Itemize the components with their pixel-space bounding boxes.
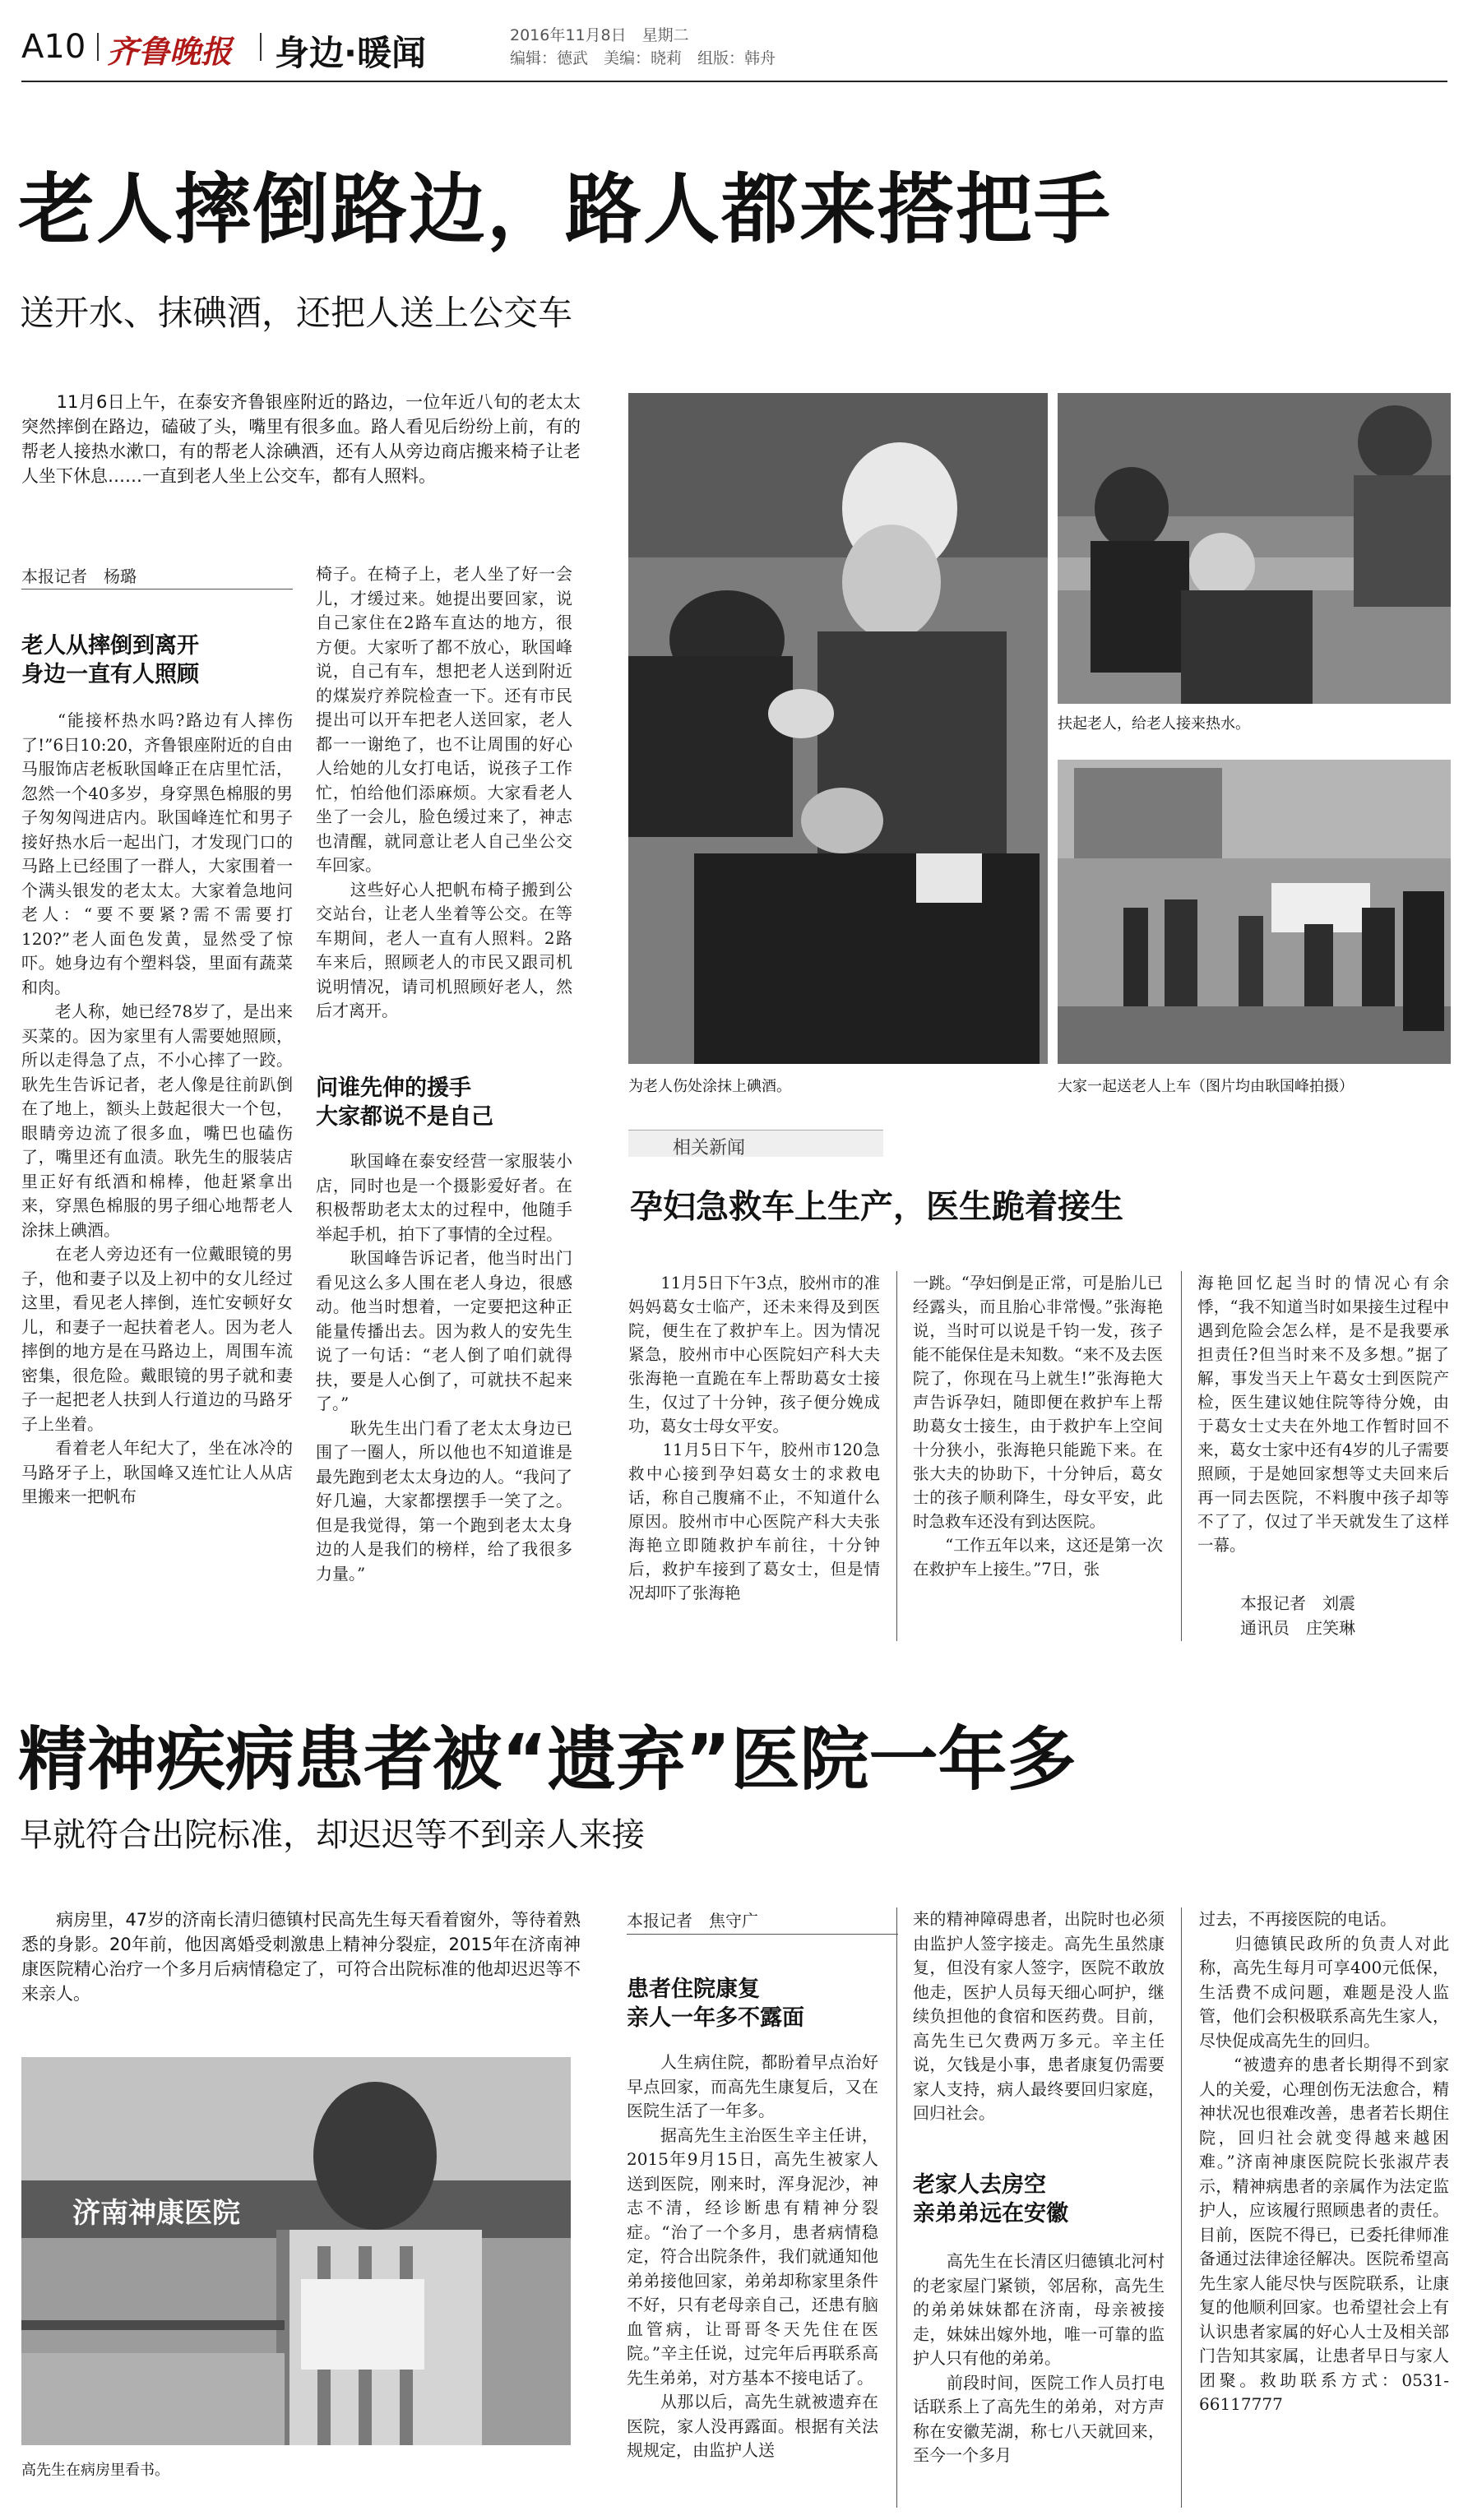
story1-caption-bottom-right: 大家一起送老人上车（图片均由耿国峰拍摄） bbox=[1058, 1078, 1354, 1095]
related-news-label-box bbox=[628, 1130, 883, 1157]
story2-headline-pre: 精神疾病患者被 bbox=[18, 1719, 502, 1800]
staff-credits: 编辑：德武 美编：晓莉 组版：韩舟 bbox=[510, 49, 776, 67]
water-scene-image bbox=[1058, 393, 1451, 704]
story2-subhead: 早就符合出院标准，却迟迟等不到亲人来接 bbox=[20, 1816, 645, 1854]
story2-headline-quote: “遗弃” bbox=[502, 1719, 731, 1800]
patient-reading-image bbox=[21, 2057, 571, 2445]
story2-caption: 高先生在病房里看书。 bbox=[21, 2462, 169, 2479]
issue-date: 2016年11月8日 星期二 bbox=[510, 26, 689, 44]
related-column-2: 一跳。“孕妇倒是正常，可是胎儿已经露头，而且胎心非常慢。”张海艳说，当时可以说是千钧一发，孩子能不能保住是未知数。“来不及去医院了，你现在马上就生!”张海艳大声告诉孕妇，随即便在救护车上帮助葛女士接生，由于救护车上空间十分狭小，张海艳只能跪下来。在张大夫的协助下，十分钟后，葛女士的孩子顺利降生，母女平安，此时急救车还没有到达医院。 “工作五年以来，这还是第一次在救护车上接生。”7日，张 bbox=[913, 1274, 1163, 1579]
story2-headline-post: 医院一年多 bbox=[730, 1719, 1077, 1800]
story2-photo bbox=[21, 2057, 571, 2445]
story1-subheading-2: 问谁先伸的援手 大家都说不是自己 bbox=[316, 1075, 493, 1130]
paper-logo: 齐鲁晚报 bbox=[107, 33, 233, 70]
related-reporter: 本报记者 刘震 bbox=[1240, 1593, 1355, 1613]
story2-column-3a: 来的精神障碍患者，出院时也必须由监护人签字接走。高先生虽然康复，但没有家人签字，医院不敢放他走，医护人员每天细心呵护，继续负担他的食宿和医药费。目前，高先生已欠费两万多元。辛主任说，欠钱是小事，患者康复仍需要家人支持，病人最终要回归家庭，回归社会。 bbox=[913, 1909, 1165, 2123]
story2-column-4: 过去，不再接医院的电话。 归德镇民政所的负责人对此称，高先生每月可享400元低保，生活费不成问题，难题是没人监管，他们会积极联系高先生家人，尽快促成高先生的回归。 “被遗弃的患者长期得不到家人的关爱，心理创伤无法愈合，精神状况也很难改善，患者若长期住院，回归社会就变得越来越困难。”济南神康医院院长张淑芹表示，精神病患者的亲属作为法定监护人，应该履行照顾患者的责任。目前，医院不得已，已委托律师准备通过法律途径解决。医院希望高先生家人能尽快与医院联系，让康复的他顺利回家。也希望社会上有认识患者家属的好心人士及相关部门告知其家属，让患者早日与家人团聚。救助联系方式：0531-66117777 bbox=[1199, 1909, 1449, 2414]
story1-photo-top-right bbox=[1058, 393, 1451, 704]
related-correspondent: 通讯员 庄笑琳 bbox=[1240, 1618, 1355, 1638]
story2-headline bbox=[18, 1718, 1076, 1801]
section-title: 身边·暖闻 bbox=[275, 33, 426, 73]
story1-caption-top-right: 扶起老人，给老人接来热水。 bbox=[1058, 715, 1250, 733]
story1-subheading-1: 老人从摔倒到离开 身边一直有人照顾 bbox=[21, 633, 199, 687]
story1-column-2a: 椅子。在椅子上，老人坐了好一会儿，才缓过来。她提出要回家，说自己家住在2路车直达的地方，很方便。大家听了都不放心，耿国峰说，自己有车，想把老人送到附近的煤炭疗养院检查一下。还有市民提出可以开车把老人送回家，老人都一一谢绝了，也不让周围的好心人给她的儿女打电话，说孩子工作忙，怕给他们添麻烦。大家看老人坐了一会儿，脸色缓过来了，神志也清醒，就同意让老人自己坐公交车回家。 这些好心人把帆布椅子搬到公交站台，让老人坐着等公交。在等车期间，老人一直有人照料。2路车来后，照顾老人的市民又跟司机说明情况，请司机照顾好老人，然后才离开。 bbox=[316, 564, 572, 1020]
story2-column-3b: 高先生在长清区归德镇北河村的老家屋门紧锁，邻居称，高先生的弟弟妹妹都在济南，母亲被接走，妹妹出嫁外地，唯一可靠的监护人只有他的弟弟。 前段时间，医院工作人员打电话联系上了高先生的弟弟，对方声称在安徽芜湖，称七八天就回来，至今一个多月 bbox=[913, 2251, 1165, 2465]
story2-subheading-1: 患者住院康复 亲人一年多不露面 bbox=[627, 1977, 804, 2031]
story1-photo-main bbox=[628, 393, 1048, 1064]
story1-lede: 11月6日上午，在泰安齐鲁银座附近的路边，一位年近八旬的老太太突然摔倒在路边，磕破了头，嘴里有很多血。路人看见后纷纷上前，有的帮老人接热水漱口，有的帮老人涂碘酒，还有人从旁边商店搬来椅子让老人坐下休息……一直到老人坐上公交车，都有人照料。 bbox=[21, 392, 581, 486]
page-number: A10 bbox=[21, 28, 86, 66]
story2-column-2: 人生病住院，都盼着早点治好早点回家，而高先生康复后，又在医院生活了一年多。 据高先生主治医生辛主任讲，2015年9月15日，高先生被家人送到医院，刚来时，浑身泥沙，神志不清，经诊断患有精神分裂症。“治了一个多月，患者病情稳定，符合出院条件，我们就通知他弟弟接他回家，弟弟却称家里条件不好，只有老母亲自己，还患有脑血管病，让哥哥冬天先住在医院。”辛主任说，过完年后再联系高先生弟弟，对方基本不接电话了。 从那以后，高先生就被遗弃在医院，家人没再露面。根据有关法规规定，由监护人送 bbox=[627, 2052, 878, 2460]
related-column-1: 11月5日下午3点，胶州市的准妈妈葛女士临产，还未来得及到医院，便生在了救护车上。因为情况紧急，胶州市中心医院妇产科大夫张海艳一直跪在车上帮助葛女士接生，仅过了十分钟，孩子便分娩成功，葛女士母女平安。 11月5日下午，胶州市120急救中心接到孕妇葛女士的求救电话，称自己腹痛不止，不知道什么原因。胶州市中心医院产科大夫张海艳立即随救护车前往，十分钟后，救护车接到了葛女士，但是情况却吓了张海艳 bbox=[628, 1274, 880, 1602]
story2-subheading-2: 老家人去房空 亲弟弟远在安徽 bbox=[913, 2172, 1068, 2226]
story1-caption-main: 为老人伤处涂抹上碘酒。 bbox=[628, 1078, 791, 1095]
page-header bbox=[21, 23, 1452, 74]
story1-headline: 老人摔倒路边，路人都来搭把手 bbox=[18, 165, 1112, 254]
related-news-label: 相关新闻 bbox=[673, 1138, 746, 1158]
story2-lede: 病房里，47岁的济南长清归德镇村民高先生每天看着窗外，等待着熟悉的身影。20年前，他因离婚受刺激患上精神分裂症，2015年在济南神康医院精心治疗一个多月后病情稳定了，可符合出院标准的他却迟迟等不来亲人。 bbox=[21, 1910, 581, 2004]
story2-reporter: 本报记者 焦守广 bbox=[627, 1911, 758, 1930]
header-rule bbox=[21, 81, 1447, 82]
story1-photo-bottom-right bbox=[1058, 760, 1451, 1064]
story1-reporter: 本报记者 杨璐 bbox=[21, 566, 137, 586]
iodine-scene-image bbox=[628, 393, 1048, 1064]
story1-reporter-rule bbox=[21, 589, 293, 590]
bus-stop-scene-image bbox=[1058, 760, 1451, 1064]
story1-column-1: “能接杯热水吗?路边有人摔伤了!”6日10:20，齐鲁银座附近的自由马服饰店老板耿国峰正在店里忙活，忽然一个40多岁，身穿黑色棉服的男子匆匆闯进店内。耿国峰连忙和男子接好热水后一起出门，才发现门口的马路上已经围了一群人，大家围着一个满头银发的老太太。大家着急地问老人：“要不要紧?需不需要打120?”老人面色发黄，显然受了惊吓。她身边有个塑料袋，里面有蔬菜和肉。 老人称，她已经78岁了，是出来买菜的。因为家里有人需要她照顾，所以走得急了点，不小心摔了一跤。耿先生告诉记者，老人像是往前趴倒在了地上，额头上鼓起很大一个包，眼睛旁边流了很多血，嘴巴也磕伤了，嘴里还有血渍。耿先生的服装店里正好有纸酒和棉棒，他赶紧拿出来，穿黑色棉服的男子细心地帮老人涂抹上碘酒。 在老人旁边还有一位戴眼镜的男子，他和妻子以及上初中的女儿经过这里，看见老人摔倒，连忙安顿好女儿，和妻子一起扶着老人。因为老人摔倒的地方是在马路边上，周围车流密集，很危险。戴眼镜的男子就和妻子一起把老人扶到人行道边的马路牙子上坐着。 看着老人年纪大了，坐在冰冷的马路牙子上，耿国峰又连忙让人从店里搬来一把帆布 bbox=[21, 710, 293, 1506]
story1-column-2b: 耿国峰在泰安经营一家服装小店，同时也是一个摄影爱好者。在积极帮助老太太的过程中，他随手举起手机，拍下了事情的全过程。 耿国峰告诉记者，他当时出门看见这么多人围在老人身边，很感动。他当时想着，一定要把这种正能量传播出去。因为救人的安先生说了一句话：“老人倒了咱们就得扶，要是人心倒了，可就扶不起来了。” 耿先生出门看了老太太身边已围了一圈人，所以他也不知道谁是最先跑到老太太身边的人。“我问了好几遍，大家都摆摆手一笑了之。但是我觉得，第一个跑到老太太身边的人是我们的榜样，给了我很多力量。” bbox=[316, 1151, 572, 1584]
related-headline: 孕妇急救车上生产，医生跪着接生 bbox=[630, 1188, 1123, 1226]
hospital-banner-text: 济南神康医院 bbox=[72, 2197, 240, 2230]
related-column-3: 海艳回忆起当时的情况心有余悸，“我不知道当时如果接生过程中遇到危险会怎么样，是不是我要承担责任?但当时来不及多想。”据了解，事发当天上午葛女士到医院产检，医生建议她住院等待分娩，由于葛女士丈夫在外地工作暂时回不来，葛女士家中还有4岁的儿子需要照顾，于是她回家想等丈夫回来后再一同去医院，不料腹中孩子却等不了了，仅过了半天就发生了这样一幕。 bbox=[1197, 1274, 1449, 1555]
story1-subhead: 送开水、抹碘酒，还把人送上公交车 bbox=[20, 293, 573, 333]
